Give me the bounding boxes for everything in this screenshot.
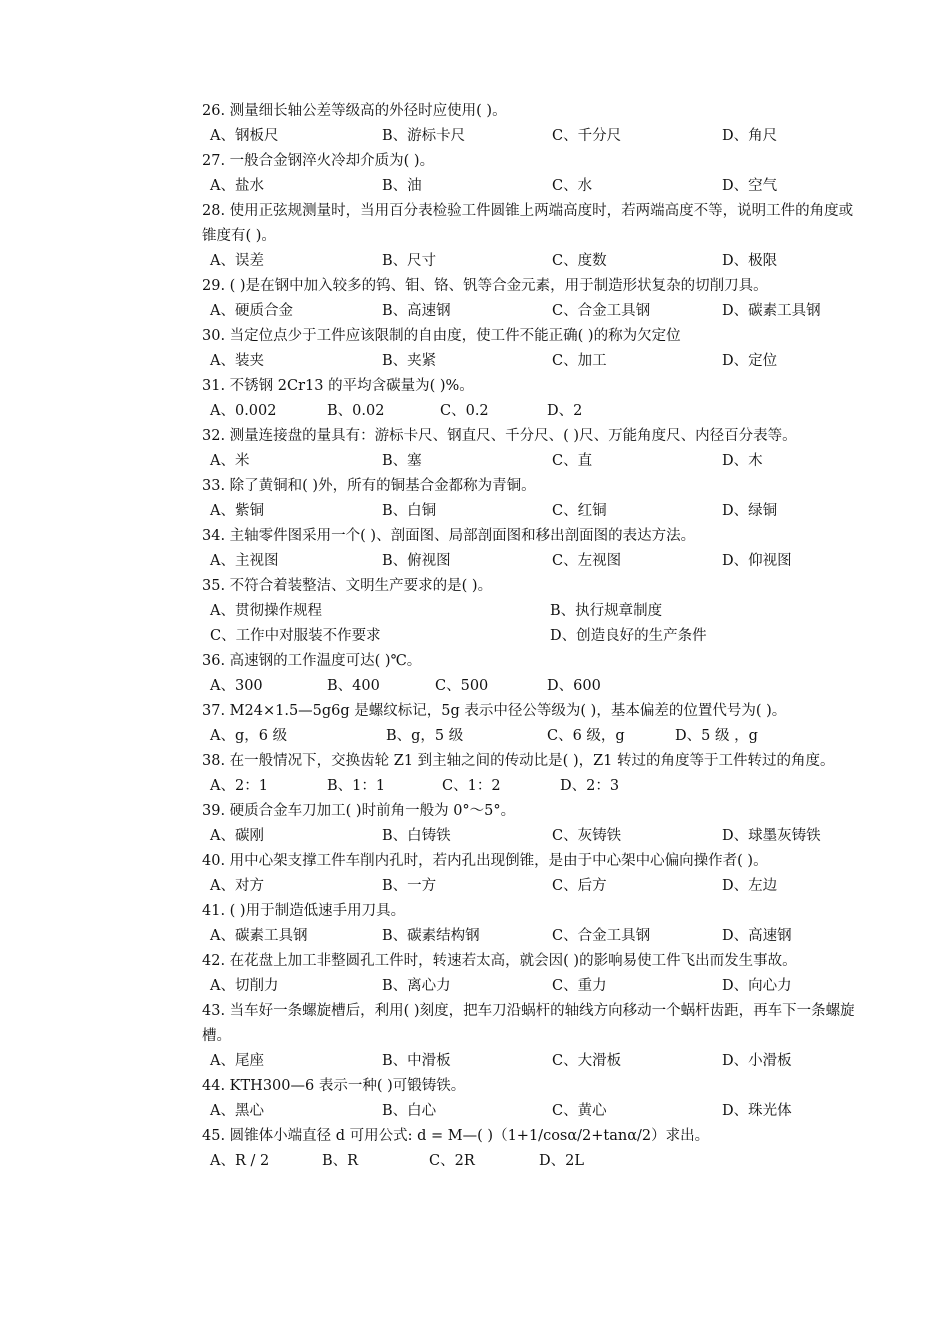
option-d: D、高速钢 bbox=[722, 928, 792, 944]
option-c: C、左视图 bbox=[552, 553, 622, 569]
option-d: D、2：3 bbox=[560, 778, 620, 794]
question-stem: 40. 用中心架支撑工件车削内孔时，若内孔出现倒锥，是由于中心架中心偏向操作者( )。 bbox=[202, 853, 768, 869]
question-stem: 26. 测量细长轴公差等级高的外径时应使用( )。 bbox=[202, 103, 507, 119]
option-b: B、一方 bbox=[382, 878, 437, 894]
option-c: C、重力 bbox=[552, 978, 607, 994]
option-b: B、g，5 级 bbox=[386, 728, 464, 744]
option-d: D、5 级 ，g bbox=[675, 728, 758, 744]
question-29 bbox=[202, 274, 862, 324]
option-c: C、度数 bbox=[552, 253, 607, 269]
option-c: C、0.2 bbox=[440, 403, 489, 419]
option-b: B、碳素结构钢 bbox=[382, 928, 480, 944]
option-b: B、尺寸 bbox=[382, 253, 437, 269]
option-b: B、R bbox=[322, 1153, 359, 1169]
options-row bbox=[202, 599, 862, 624]
option-b: B、白铸铁 bbox=[382, 828, 451, 844]
option-c: C、大滑板 bbox=[552, 1053, 622, 1069]
option-d: D、绿铜 bbox=[722, 503, 778, 519]
option-d: D、小滑板 bbox=[722, 1053, 792, 1069]
question-33 bbox=[202, 474, 862, 524]
options-row bbox=[202, 974, 862, 999]
option-b: B、中滑板 bbox=[382, 1053, 451, 1069]
question-stem: 33. 除了黄铜和( )外，所有的铜基合金都称为青铜。 bbox=[202, 478, 536, 494]
question-stem: 39. 硬质合金车刀加工( )时前角一般为 0°～5°。 bbox=[202, 803, 516, 819]
question-31 bbox=[202, 374, 862, 424]
option-a: A、对方 bbox=[210, 878, 264, 894]
question-41 bbox=[202, 899, 862, 949]
option-a: A、硬质合金 bbox=[210, 303, 293, 319]
question-32 bbox=[202, 424, 862, 474]
option-c: C、加工 bbox=[552, 353, 607, 369]
question-44 bbox=[202, 1074, 862, 1124]
options-row bbox=[202, 174, 862, 199]
options-row bbox=[202, 724, 862, 749]
question-stem: 35. 不符合着装整洁、文明生产要求的是( )。 bbox=[202, 578, 493, 594]
option-b: B、400 bbox=[327, 678, 380, 694]
options-row bbox=[202, 549, 862, 574]
exam-page bbox=[202, 99, 862, 1174]
option-b: B、塞 bbox=[382, 453, 422, 469]
option-d: D、球墨灰铸铁 bbox=[722, 828, 821, 844]
question-30 bbox=[202, 324, 862, 374]
question-26 bbox=[202, 99, 862, 149]
option-a: A、盐水 bbox=[210, 178, 264, 194]
question-stem: 42. 在花盘上加工非整圆孔工件时，转速若太高，就会因( )的影响易使工件飞出而发生事故。 bbox=[202, 953, 797, 969]
question-42 bbox=[202, 949, 862, 999]
question-stem: 43. 当车好一条螺旋槽后，利用( )刻度，把车刀沿蜗杆的轴线方向移动一个蜗杆齿距，再车下一条螺旋槽。 bbox=[202, 1003, 855, 1044]
option-a: A、装夹 bbox=[210, 353, 264, 369]
option-c: C、合金工具钢 bbox=[552, 928, 651, 944]
option-a: A、300 bbox=[210, 678, 263, 694]
option-d: D、向心力 bbox=[722, 978, 792, 994]
options-row bbox=[202, 299, 862, 324]
question-stem: 34. 主轴零件图采用一个( )、剖面图、局部剖面图和移出剖面图的表达方法。 bbox=[202, 528, 696, 544]
option-c: C、1：2 bbox=[442, 778, 501, 794]
question-stem: 37. M24×1.5—5g6g 是螺纹标记，5g 表示中径公等级为( )，基本偏差的位置代号为( )。 bbox=[202, 703, 787, 719]
option-c: C、黄心 bbox=[552, 1103, 607, 1119]
option-b: B、俯视图 bbox=[382, 553, 451, 569]
options-row bbox=[202, 449, 862, 474]
option-c: C、后方 bbox=[552, 878, 607, 894]
option-d: D、2L bbox=[539, 1153, 584, 1169]
option-a: A、钢板尺 bbox=[210, 128, 279, 144]
options-row bbox=[202, 124, 862, 149]
option-b: B、白心 bbox=[382, 1103, 437, 1119]
option-d: D、2 bbox=[547, 403, 583, 419]
option-d: D、木 bbox=[722, 453, 763, 469]
option-c: C、水 bbox=[552, 178, 593, 194]
option-a: A、碳刚 bbox=[210, 828, 264, 844]
option-a: A、米 bbox=[210, 453, 250, 469]
options-row bbox=[202, 924, 862, 949]
option-a: A、2：1 bbox=[210, 778, 268, 794]
question-39 bbox=[202, 799, 862, 849]
options-row bbox=[202, 774, 862, 799]
option-d: D、角尺 bbox=[722, 128, 778, 144]
option-c: C、灰铸铁 bbox=[552, 828, 622, 844]
option-b: B、油 bbox=[382, 178, 422, 194]
options-row bbox=[202, 249, 862, 274]
option-a: A、贯彻操作规程 bbox=[210, 603, 322, 619]
option-c: C、千分尺 bbox=[552, 128, 622, 144]
options-row bbox=[202, 1049, 862, 1074]
option-a: A、0.002 bbox=[210, 403, 277, 419]
option-d: D、空气 bbox=[722, 178, 778, 194]
options-row bbox=[202, 499, 862, 524]
option-d: D、左边 bbox=[722, 878, 778, 894]
option-a: A、误差 bbox=[210, 253, 264, 269]
option-c: C、工作中对服装不作要求 bbox=[210, 628, 381, 644]
question-stem: 36. 高速钢的工作温度可达( )℃。 bbox=[202, 653, 422, 669]
option-b: B、离心力 bbox=[382, 978, 451, 994]
question-stem: 29. ( )是在钢中加入较多的钨、钼、铬、钒等合金元素，用于制造形状复杂的切削刀具。 bbox=[202, 278, 768, 294]
question-43 bbox=[202, 999, 862, 1074]
option-b: B、白铜 bbox=[382, 503, 437, 519]
option-a: A、碳素工具钢 bbox=[210, 928, 308, 944]
options-row bbox=[202, 874, 862, 899]
option-a: A、黑心 bbox=[210, 1103, 264, 1119]
question-stem: 30. 当定位点少于工件应该限制的自由度，使工件不能正确( )的称为欠定位 bbox=[202, 328, 681, 344]
options-row bbox=[202, 1099, 862, 1124]
option-a: A、切削力 bbox=[210, 978, 279, 994]
question-stem: 31. 不锈钢 2Cr13 的平均含碳量为( )%。 bbox=[202, 378, 474, 394]
option-d: D、珠光体 bbox=[722, 1103, 792, 1119]
option-b: B、高速钢 bbox=[382, 303, 451, 319]
question-27 bbox=[202, 149, 862, 199]
question-45 bbox=[202, 1124, 862, 1174]
question-40 bbox=[202, 849, 862, 899]
question-35 bbox=[202, 574, 862, 649]
option-a: A、g，6 级 bbox=[210, 728, 288, 744]
option-b: B、夹紧 bbox=[382, 353, 437, 369]
option-d: D、定位 bbox=[722, 353, 778, 369]
question-stem: 27. 一般合金钢淬火冷却介质为( )。 bbox=[202, 153, 435, 169]
option-a: A、主视图 bbox=[210, 553, 279, 569]
option-c: C、红铜 bbox=[552, 503, 607, 519]
option-b: B、执行规章制度 bbox=[550, 603, 663, 619]
option-b: B、1：1 bbox=[327, 778, 386, 794]
option-c: C、6 级，g bbox=[547, 728, 625, 744]
question-28 bbox=[202, 199, 862, 274]
options-row bbox=[202, 399, 862, 424]
option-b: B、游标卡尺 bbox=[382, 128, 466, 144]
option-c: C、2R bbox=[429, 1153, 475, 1169]
question-stem: 38. 在一般情况下，交换齿轮 Z1 到主轴之间的传动比是( )，Z1 转过的角度等于工件转过的角度。 bbox=[202, 753, 835, 769]
option-c: C、直 bbox=[552, 453, 593, 469]
option-d: D、碳素工具钢 bbox=[722, 303, 821, 319]
option-a: A、R / 2 bbox=[210, 1153, 270, 1169]
option-a: A、尾座 bbox=[210, 1053, 264, 1069]
option-d: D、创造良好的生产条件 bbox=[550, 628, 707, 644]
option-b: B、0.02 bbox=[327, 403, 385, 419]
option-c: C、合金工具钢 bbox=[552, 303, 651, 319]
question-stem: 32. 测量连接盘的量具有：游标卡尺、钢直尺、千分尺、( )尺、万能角度尺、内径百分表等。 bbox=[202, 428, 797, 444]
option-d: D、仰视图 bbox=[722, 553, 792, 569]
question-stem: 44. KTH300—6 表示一种( )可锻铸铁。 bbox=[202, 1078, 466, 1094]
question-36 bbox=[202, 649, 862, 699]
question-37 bbox=[202, 699, 862, 749]
options-row bbox=[202, 1149, 862, 1174]
option-c: C、500 bbox=[435, 678, 489, 694]
question-stem: 45. 圆锥体小端直径 d 可用公式: d = M—( )（1+1/cosα/2+tanα/2）求出。 bbox=[202, 1128, 710, 1144]
options-row bbox=[202, 624, 862, 649]
options-row bbox=[202, 674, 862, 699]
option-d: D、600 bbox=[547, 678, 601, 694]
question-34 bbox=[202, 524, 862, 574]
option-d: D、极限 bbox=[722, 253, 778, 269]
options-row bbox=[202, 349, 862, 374]
option-a: A、紫铜 bbox=[210, 503, 264, 519]
question-stem: 28. 使用正弦规测量时，当用百分表检验工件圆锥上两端高度时，若两端高度不等，说明工件的角度或锥度有( )。 bbox=[202, 203, 854, 244]
question-stem: 41. ( )用于制造低速手用刀具。 bbox=[202, 903, 406, 919]
question-38 bbox=[202, 749, 862, 799]
options-row bbox=[202, 824, 862, 849]
